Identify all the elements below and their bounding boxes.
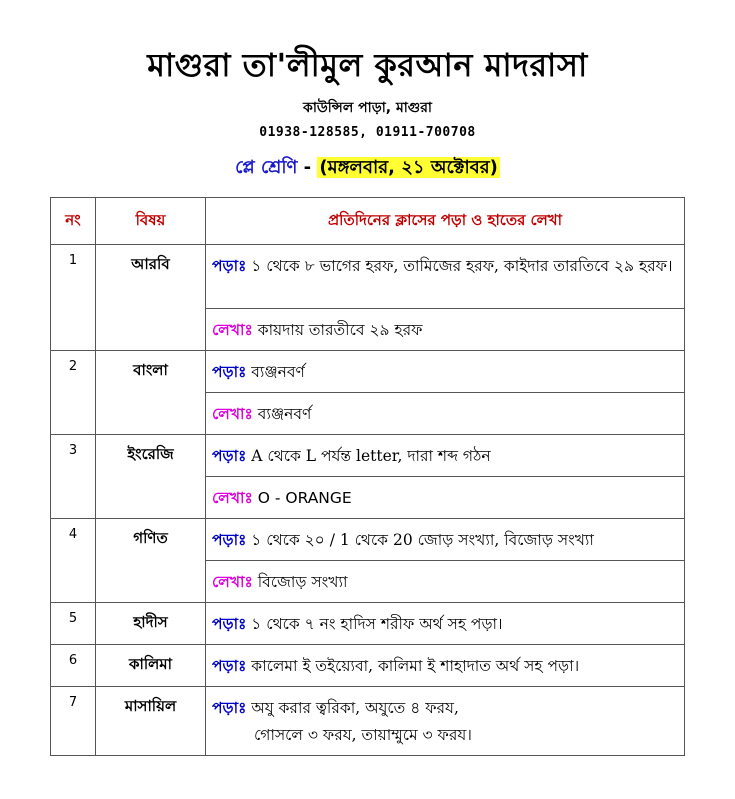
read-cell	[206, 519, 685, 561]
read-label: পড়াঃ	[212, 615, 247, 633]
row-subject: মাসায়িল	[96, 687, 206, 756]
row-subject: বাংলা	[96, 351, 206, 435]
row-number: 2	[51, 351, 96, 435]
table-row	[51, 603, 685, 645]
read-text: কালেমা ই তইয়্যেবা, কালিমা ই শাহাদাত অর্থ সহ পড়া।	[251, 657, 580, 675]
read-cell	[206, 435, 685, 477]
header-content: প্রতিদিনের ক্লাসের পড়া ও হাতের লেখা	[206, 198, 685, 245]
table-row	[51, 245, 685, 309]
read-label: পড়াঃ	[212, 531, 247, 549]
row-subject: হাদীস	[96, 603, 206, 645]
table-row	[51, 351, 685, 393]
read-label: পড়াঃ	[212, 363, 247, 381]
write-cell	[206, 561, 685, 603]
table-row	[51, 645, 685, 687]
phone-numbers: 01938-128585, 01911-700708	[259, 125, 476, 140]
write-text: ব্যঞ্জনবর্ণ	[257, 405, 312, 423]
read-text: ১ থেকে ৮ ভাগের হরফ, তামিজের হরফ, কাইদার তারতিবে ২৯ হরফ।	[251, 257, 673, 275]
read-label: পড়াঃ	[212, 257, 247, 275]
madrasa-title: মাগুরা তা'লীমুল কুরআন মাদরাসা	[147, 46, 588, 84]
write-label: লেখাঃ	[212, 321, 253, 339]
address: কাউন্সিল পাড়া, মাগুরা	[303, 100, 432, 116]
write-cell	[206, 309, 685, 351]
row-number: 4	[51, 519, 96, 603]
row-number: 7	[51, 687, 96, 756]
row-number: 3	[51, 435, 96, 519]
write-label: লেখাঃ	[212, 405, 253, 423]
read-cell	[206, 603, 685, 645]
write-text: কায়দায় তারতীবে ২৯ হরফ	[257, 321, 423, 339]
read-label: পড়াঃ	[212, 699, 247, 717]
row-number: 5	[51, 603, 96, 645]
class-heading	[0, 153, 735, 184]
read-cell	[206, 645, 685, 687]
read-text: A থেকে L পর্যন্ত letter, দারা শব্দ গঠন	[251, 447, 491, 465]
row-subject: গণিত	[96, 519, 206, 603]
row-number: 6	[51, 645, 96, 687]
read-label: পড়াঃ	[212, 447, 247, 465]
read-text-line-2: গোসলে ৩ ফরয, তায়াম্মুমে ৩ ফরয।	[254, 726, 472, 744]
read-text-line-1: অযু করার ত্বরিকা, অযুতে ৪ ফরয,	[251, 699, 459, 717]
table-header-row	[51, 198, 685, 245]
write-label: লেখাঃ	[212, 573, 253, 591]
class-date: (মঙ্গলবার, ২১ অক্টোবর)	[319, 157, 498, 178]
read-cell	[206, 245, 685, 309]
class-name: প্লে শ্রেণি	[235, 157, 298, 178]
table-row	[51, 519, 685, 561]
header-subject: বিষয়	[96, 198, 206, 245]
row-number: 1	[51, 245, 96, 351]
write-label: লেখাঃ	[212, 489, 253, 507]
write-text: বিজোড় সংখ্যা	[257, 573, 348, 591]
write-text: O - ORANGE	[257, 489, 352, 507]
heading-dash: -	[297, 157, 318, 178]
row-subject: ইংরেজি	[96, 435, 206, 519]
read-text: ১ থেকে ২০ / 1 থেকে 20 জোড় সংখ্যা, বিজোড় সংখ্যা	[251, 531, 594, 549]
row-subject: আরবি	[96, 245, 206, 351]
routine-table	[50, 197, 685, 756]
read-text: ব্যঞ্জনবর্ণ	[251, 363, 305, 381]
header-number: নং	[51, 198, 96, 245]
read-cell	[206, 351, 685, 393]
row-subject: কালিমা	[96, 645, 206, 687]
write-cell	[206, 477, 685, 519]
read-label: পড়াঃ	[212, 657, 247, 675]
write-cell	[206, 393, 685, 435]
table-row	[51, 435, 685, 477]
read-cell	[206, 687, 685, 756]
read-text: ১ থেকে ৭ নং হাদিস শরীফ অর্থ সহ পড়া।	[251, 615, 503, 633]
table-row	[51, 687, 685, 756]
